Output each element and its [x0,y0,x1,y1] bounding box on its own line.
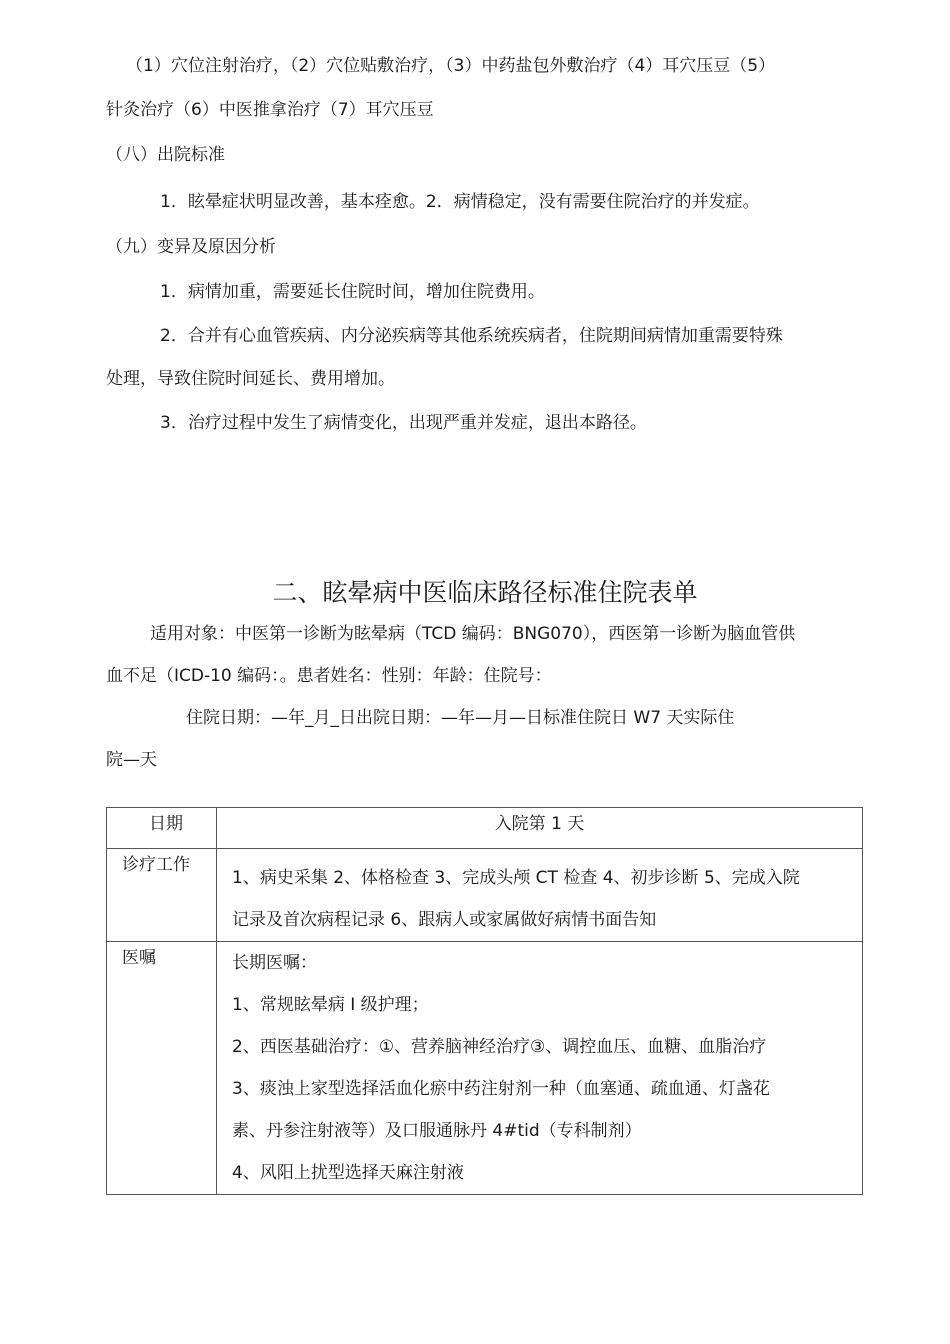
orders-label-cell [107,942,217,1195]
work-line-2: 记录及首次病程记录 6、跟病人或家属做好病情书面告知 [232,910,657,930]
orders-line: 2、西医基础治疗：①、营养脑神经治疗③、调控血压、血糖、血脂治疗 [232,1037,767,1057]
day-header-cell [217,808,863,849]
pathway-form-table [106,807,863,1195]
orders-line: 素、丹参注射液等）及口服通脉丹 4#tid（专科制剂） [232,1121,642,1141]
applies-to-line-1: 适用对象：中医第一诊断为眩晕病（TCD 编码：BNG070），西医第一诊断为脑血管供 [150,624,796,644]
orders-line: 4、风阳上扰型选择天麻注射液 [232,1163,464,1183]
admission-dates-line-1: 住院日期：—年_月_日出院日期：—年—月—日标准住院日 W7 天实际住 [186,708,735,728]
section-9-item-2b: 处理，导致住院时间延长、费用增加。 [106,369,395,389]
section-9-item-2a: 2．合并有心血管疾病、内分泌疾病等其他系统疾病者，住院期间病情加重需要特殊 [160,326,783,346]
work-line-1: 1、病史采集 2、体格检查 3、完成头颅 CT 检查 4、初步诊断 5、完成入院 [232,868,800,888]
table-row-date [107,808,863,849]
body-line-1: （1）穴位注射治疗，（2）穴位贴敷治疗，（3）中药盐包外敷治疗（4）耳穴压豆（5） [126,56,776,76]
date-label-cell [107,808,217,849]
form-title: 二、眩晕病中医临床路径标准住院表单 [272,578,698,607]
orders-line: 长期医嘱： [232,953,317,973]
section-9-item-3: 3．治疗过程中发生了病情变化，出现严重并发症，退出本路径。 [160,413,647,433]
section-8-heading: （八）出院标准 [106,145,225,165]
table-row-work [107,849,863,942]
work-label: 诊疗工作 [122,855,190,875]
table-row-orders [107,942,863,1195]
section-9-heading: （九）变异及原因分析 [106,237,276,257]
body-line-2: 针灸治疗（6）中医推拿治疗（7）耳穴压豆 [106,100,434,120]
orders-line: 3、痰浊上家型选择活血化瘀中药注射剂一种（血塞通、疏血通、灯盏花 [232,1079,770,1099]
work-label-cell [107,849,217,942]
orders-line: 1、常规眩晕病 I 级护理； [232,995,429,1015]
orders-content-cell [217,942,863,1195]
day-header: 入院第 1 天 [494,814,585,834]
section-8-item: 1．眩晕症状明显改善，基本痊愈。2．病情稳定，没有需要住院治疗的并发症。 [160,192,760,212]
work-content-cell [217,849,863,942]
applies-to-line-2: 血不足（ICD-10 编码：。患者姓名：性别：年龄：住院号： [106,666,552,686]
section-9-item-1: 1．病情加重，需要延长住院时间，增加住院费用。 [160,282,545,302]
orders-label: 医嘱 [122,948,156,968]
admission-dates-line-2: 院—天 [106,750,157,770]
date-label: 日期 [149,814,183,834]
